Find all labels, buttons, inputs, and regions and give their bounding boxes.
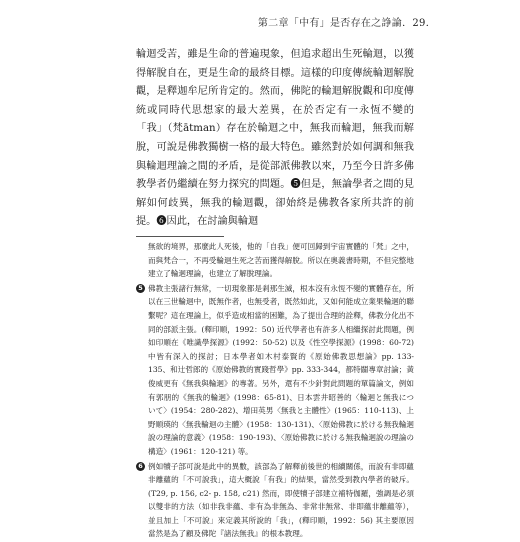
footnote-5-marker: 5	[136, 284, 145, 293]
running-header: 第二章「中有」是否存在之諍論．29．	[257, 18, 436, 29]
footnote-divider	[136, 236, 224, 237]
footnote-continuation: 無欲的境界，那麼此人死後，他的「自我」便可回歸到宇宙實體的「梵」之中，而與梵合一，不再受輪迴生死之苦而獲得解脫。所以在奧義書時期，不但完整地建立了輪迴理論，也建立了解脫理論。	[148, 242, 414, 279]
footnote-6-marker: 6	[136, 462, 145, 471]
main-body	[136, 46, 414, 232]
footnote-6	[136, 460, 414, 542]
footnotes	[136, 240, 414, 542]
body-paragraph: 輪迴受苦，雖是生命的普遍現象，但追求超出生死輪迴，以獲得解脫自在，更是生命的最終目標。這樣的印度傳統輪迴解脫觀，是釋迦牟尼所肯定的。然而，佛陀的輪迴解脫觀和印度傳統或同時代思想家的最大差異，在於否定有一永恆不變的「我」（梵ātman）存在於輪迴之中，無我而輪迴，無我而解脫，可說是佛教獨樹一格的最大特色。雖然對於如何調和無我與輪迴理論之間的矛盾，是從部派佛教以來，乃至今日許多佛教學者仍繼續在努力探究的問題。❺但是，無論學者之間的見解如何歧異，無我的輪迴觀，卻始終是佛教各家所共許的前提。❻因此，在討論與輪迴	[136, 49, 414, 228]
footnote-5-text: 佛教主張諸行無常，一切現象都是剎那生滅，根本沒有永恆不變的實體存在，所以在三世輪迴中，既無作者，也無受者，既然如此，又如何能成立業果輪迴的聯繫呢？這在理論上，似乎造成相當的困難，為了提出合理的詮釋，佛教分化出不同的部派主張。(釋印順，1992：50) 近代學者也有許多人相繼探討此問題，例如印順在《唯識學探源》(1992：50-52) 以及《性空學探源》(1998：60-72) 中皆有深入的探討；日本學者如木村泰賢的《原始佛教思想論》pp. 133-135、和辻哲郎的《原始佛教的實踐哲學》pp. 333-344，都特闢專章討論；黃俊威更有《無我與輪迴》的專著。另外，還有不少針對此問題的單篇論文，例如有郭朋的《無我的輪迴》(1998：65-81)、日本雲井昭善的〈輪迴と無我について〉(1954：280-282)、增田英男〈無我と主體性〉(1965：110-113)、上野順瑛的〈無我輪迴の主體〉(1958：130-131)、〈原始佛教に於ける無我輪迴說の理論的意義〉(1958：190-193)、〈原始佛教に於ける無我輪迴說の理論の構造〉(1961：120-121) 等。	[148, 283, 414, 456]
footnote-5	[136, 282, 414, 459]
footnote-6-text: 例如犢子部可說是此中的異數，該部為了解釋前後世的相續關係，而說有非即蘊非離蘊的「不可說我」，這大概說「有我」的結果，當然受到教內學者的破斥。(T29, p. 156, c2- p. 158, c21) 然而，即使犢子部建立補特伽羅，強調是必須以雙非的方法（如非我非蘊、非有為非無為、非常非無常、非即蘊非離蘊等），並且加上「不可說」來定義其所說的「我」，(釋印順，1992：56) 其主要原因當然是為了顧及佛陀『諸法無我』的根本教理。	[148, 461, 414, 539]
